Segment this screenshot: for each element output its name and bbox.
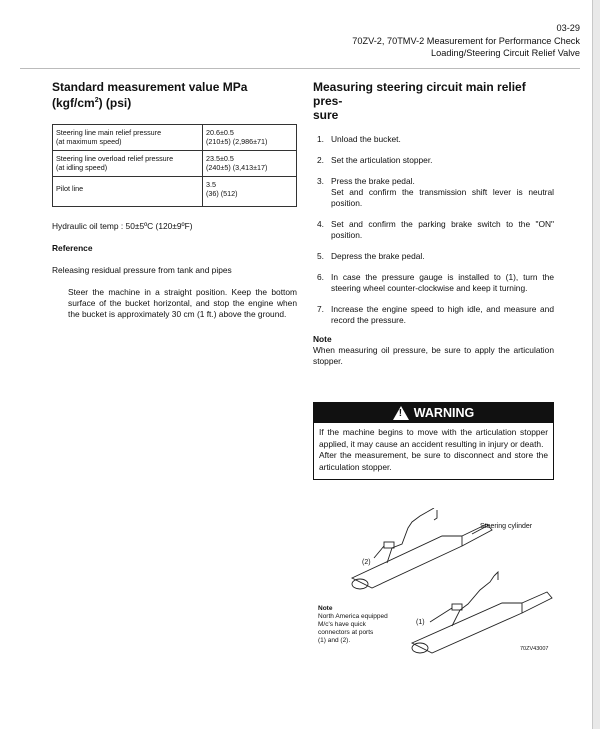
figure-code: 70ZV43007 xyxy=(520,646,549,652)
steering-title-line1: Measuring steering circuit main relief pres- xyxy=(313,80,526,108)
reference-heading: Reference xyxy=(52,243,93,254)
warning-paragraph-1: If the machine begins to move with the articulation stopper applied, it may cause an accident resulting in injury or death. xyxy=(319,427,548,449)
note-heading: Note xyxy=(313,334,332,344)
step-number: 5. xyxy=(317,251,324,261)
diagram-note-heading: Note xyxy=(318,605,333,612)
row-label: Steering line overload relief pressure xyxy=(56,154,174,164)
table-row xyxy=(53,177,297,207)
lower-cylinder-rod xyxy=(522,592,552,613)
page-header xyxy=(352,22,580,60)
table-row xyxy=(53,151,297,177)
step-number: 1. xyxy=(317,134,324,144)
table-cell-value xyxy=(203,151,297,177)
list-item xyxy=(313,251,554,262)
step-number: 7. xyxy=(317,304,324,314)
diagram-note-line2: M/c's have quick xyxy=(318,621,366,628)
lower-cylinder-eye xyxy=(412,643,428,653)
upper-nozzle xyxy=(434,510,437,520)
row-subvalue: (210±5) (2,986±71) xyxy=(206,136,268,146)
table-row xyxy=(53,125,297,151)
row-sublabel: (at idling speed) xyxy=(56,162,108,172)
list-item xyxy=(313,219,554,241)
right-column xyxy=(313,80,554,367)
steering-cylinder-label: Steering cylinder xyxy=(480,523,533,530)
warning-header xyxy=(314,403,553,423)
label-2: (2) xyxy=(362,559,371,566)
title-sub-b: ) (psi) xyxy=(98,96,132,110)
row-label: Steering line main relief pressure xyxy=(56,128,162,137)
upper-hose xyxy=(387,512,427,563)
step-subtext: Set and confirm the transmission shift lever is neutral position. xyxy=(331,187,554,208)
step-text: Set the articulation stopper. xyxy=(331,155,433,165)
warning-label: WARNING xyxy=(413,406,475,420)
warning-body xyxy=(314,423,553,479)
header-divider xyxy=(20,68,580,69)
step-text: Set and confirm the parking brake switch to the "ON" position. xyxy=(331,219,554,240)
lower-leader-1 xyxy=(430,608,452,622)
page-edge xyxy=(592,0,600,729)
lower-nozzle xyxy=(494,572,498,580)
step-text: In case the pressure gauge is installed to (1), turn the steering wheel counter-clockwise and keep it turning. xyxy=(331,272,554,293)
row-sublabel: (at maximum speed) xyxy=(56,136,122,146)
step-text: Increase the engine speed to high idle, and measure and record the pressure. xyxy=(331,304,554,325)
list-item xyxy=(313,134,554,145)
list-item xyxy=(313,176,554,209)
table-cell-value xyxy=(203,125,297,151)
row-value: 23.5±0.5 xyxy=(206,154,234,164)
header-line-2: Loading/Steering Circuit Relief Valve xyxy=(431,48,580,58)
lower-hose xyxy=(452,576,494,626)
step-number: 2. xyxy=(317,155,324,165)
step-number: 3. xyxy=(317,176,324,186)
row-value: 20.6±0.5 xyxy=(206,128,234,137)
title-sup: 2 xyxy=(94,97,99,104)
step-text: Unload the bucket. xyxy=(331,134,401,144)
table-cell-label xyxy=(53,151,203,177)
step-number: 4. xyxy=(317,219,324,229)
list-item xyxy=(313,272,554,294)
page-number: 03-29 xyxy=(556,23,580,33)
step-text: Depress the brake pedal. xyxy=(331,251,425,261)
steering-cylinder-diagram xyxy=(312,508,562,658)
releasing-text: Releasing residual pressure from tank and pipes xyxy=(52,265,232,276)
warning-icon: ! xyxy=(393,406,409,420)
upper-leader-2 xyxy=(374,546,384,558)
title-main: Standard measurement value MPa xyxy=(52,80,248,94)
warning-box xyxy=(313,402,554,480)
warning-paragraph-2: After the measurement, be sure to disconnect and store the articulation stopper. xyxy=(319,450,548,472)
steer-paragraph: Steer the machine in a straight position. Keep the bottom surface of the bucket horizontal, and stop the engine when the bucket is approximately 30 cm (1 ft.) above the ground. xyxy=(68,287,297,320)
row-value: 3.5 xyxy=(206,180,216,190)
table-cell-value xyxy=(203,177,297,207)
steering-title xyxy=(313,80,554,122)
table-cell-label xyxy=(53,125,203,151)
upper-hose-end xyxy=(427,508,434,512)
title-sub-a: (kgf/cm xyxy=(52,96,95,110)
list-item xyxy=(313,304,554,326)
table-cell-label xyxy=(53,177,203,207)
upper-cylinder-eye xyxy=(352,579,368,589)
standard-value-title xyxy=(52,80,297,110)
header-line-1: 70ZV-2, 70TMV-2 Measurement for Performance Check xyxy=(352,35,580,46)
step-number: 6. xyxy=(317,272,324,282)
step-text: Press the brake pedal. xyxy=(331,176,415,186)
left-column xyxy=(52,80,297,320)
row-subvalue: (36) (512) xyxy=(206,188,238,198)
upper-connector xyxy=(384,542,394,548)
row-label: Pilot line xyxy=(56,184,84,194)
spec-table xyxy=(52,124,297,207)
steering-title-line2: sure xyxy=(313,108,339,122)
diagram-note-line1: North America equipped xyxy=(318,613,388,620)
diagram-note-line3: connectors at ports xyxy=(318,629,374,636)
oil-temp: Hydraulic oil temp : 50±5ºC (120±9ºF) xyxy=(52,221,193,232)
lower-cylinder-body xyxy=(412,603,522,653)
row-subvalue: (240±5) (3,413±17) xyxy=(206,162,268,172)
list-item xyxy=(313,155,554,166)
note-text: When measuring oil pressure, be sure to apply the articulation stopper. xyxy=(313,345,554,366)
steps-list xyxy=(313,134,554,326)
label-1: (1) xyxy=(416,619,425,626)
diagram-note-line4: (1) and (2). xyxy=(318,637,351,644)
